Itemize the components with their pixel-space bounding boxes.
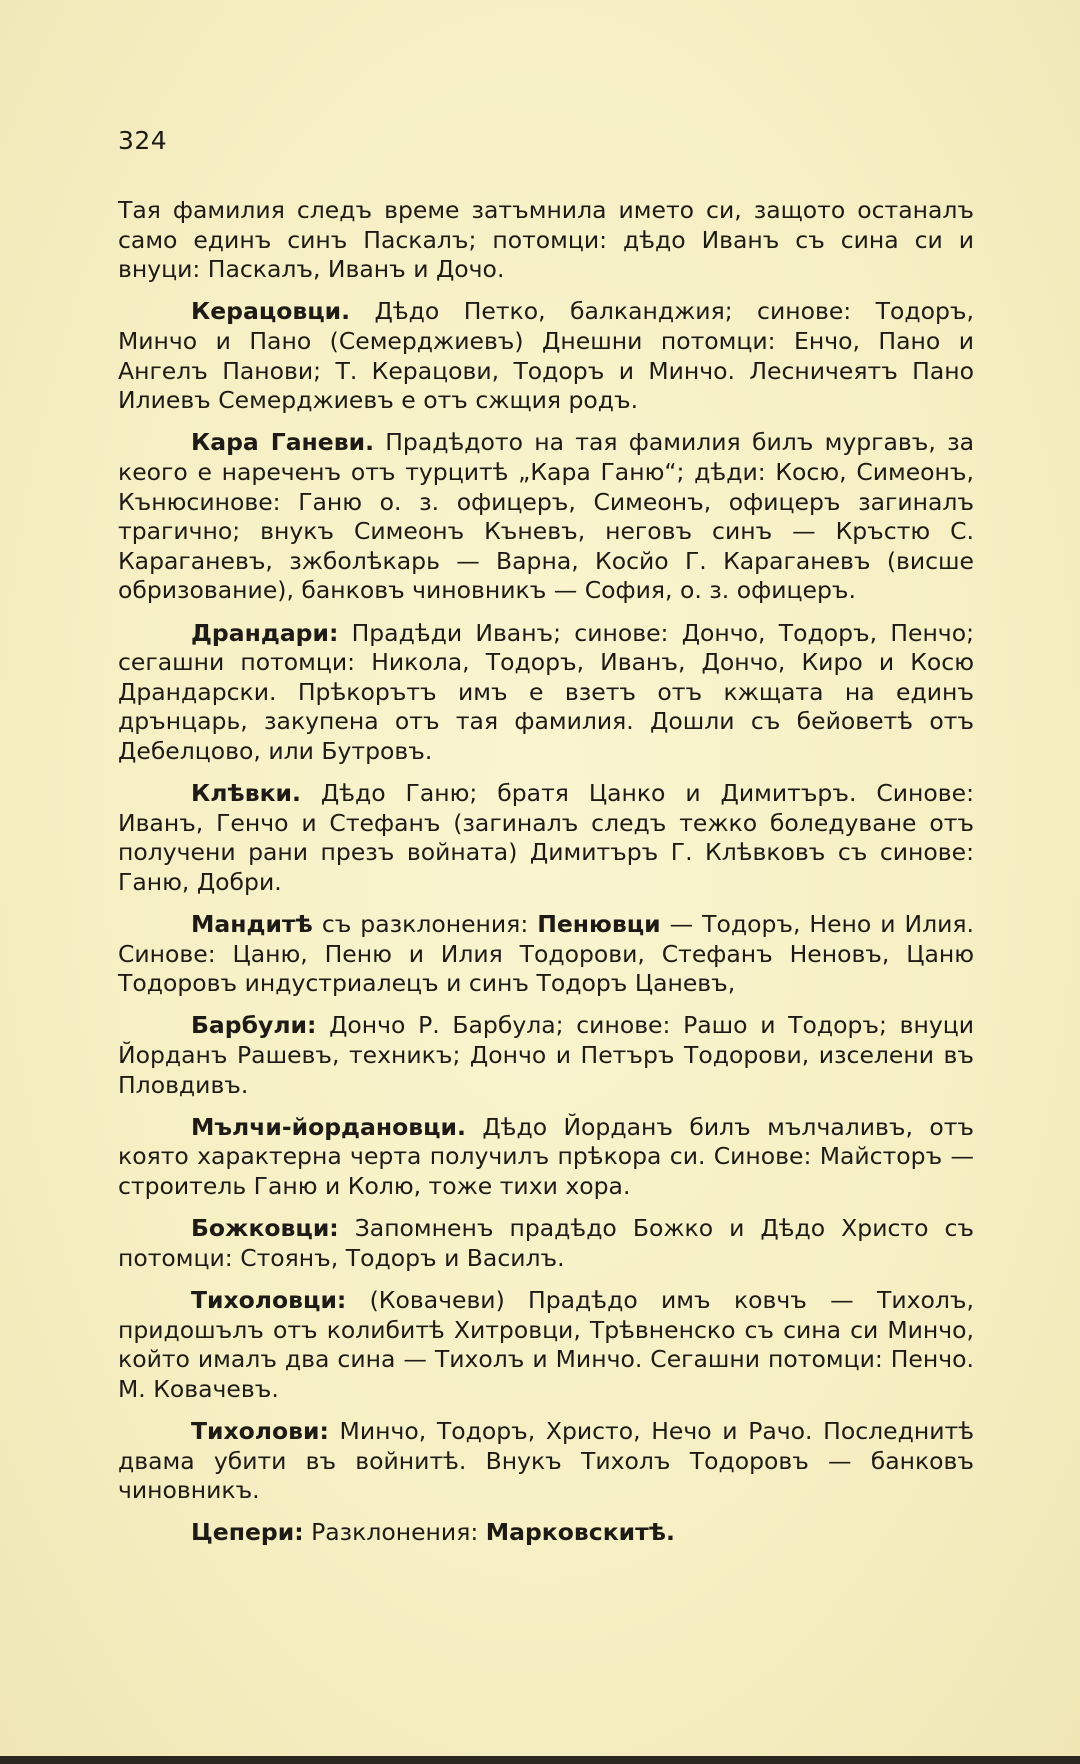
paragraph-text: Дѣдо Йорданъ билъ мълчаливъ, отъ която характерна черта получилъ прѣкора си. Синове: Майсторъ — строитель Ганю и Колю, тоже тихи хора.: [118, 1112, 974, 1200]
paragraph-text: Дѣдо Петко, балканджия; синове: Тодоръ, Минчо и Пано (Семерджиевъ) Днешни потомци: Енчо, Пано и Ангелъ Панови; Т. Керацови, Тодоръ и Минчо. Лесничеятъ Пано Илиевъ Семерджиевъ е отъ сжщия родъ.: [118, 297, 974, 415]
family-heading: Цепери:: [191, 1518, 304, 1547]
paragraph-text: Прадѣдото на тая фамилия билъ мургавъ, за кеого е нареченъ отъ турцитѣ „Кара Ганю“; дѣди: Косю, Симеонъ, Кънюсинове: Ганю о. з. офицеръ, Симеонъ, офицеръ загиналъ трагично; внукъ Симеонъ Къневъ, неговъ синъ — Кръстю С. Караганевъ, зжболѣкарь — Варна, Косйо Г. Караганевъ (висше обризование), банковъ чиновникъ — София, о. з. офицеръ.: [118, 428, 974, 605]
page-number: 324: [118, 126, 168, 155]
paragraph-klevki: [118, 779, 974, 897]
family-heading: Керацовци.: [191, 297, 351, 326]
paragraph-tiholovtsi: [118, 1286, 974, 1404]
paragraph-text-continued: — Тодоръ, Нено и Илия. Синове: Цаню, Пеню и Илия Тодорови, Стефанъ Неновъ, Цаню Тодоровъ индустриалецъ и синъ Тодоръ Цаневъ,: [118, 910, 974, 998]
paragraph-malchi-yordanovtsi: [118, 1113, 974, 1202]
paragraph-tiholovi: [118, 1417, 974, 1506]
paragraph-text: Дончо Р. Барбула; синове: Рашо и Тодоръ; внуци Йорданъ Рашевъ, техникъ; Дончо и Петъръ Тодорови, изселени въ Пловдивъ.: [118, 1011, 974, 1099]
family-heading: Тихолови:: [191, 1416, 329, 1445]
family-heading: Тихоловци:: [191, 1285, 347, 1314]
paragraph-text: съ разклонения:: [312, 910, 538, 939]
page-bottom-edge: [0, 1756, 1080, 1764]
page-text: [118, 196, 974, 1560]
paragraph-bozhkovtsi: [118, 1214, 974, 1273]
paragraph-text: Разклонения:: [303, 1518, 486, 1547]
family-heading: Божковци:: [191, 1214, 339, 1243]
family-subheading: Марковскитѣ.: [485, 1518, 675, 1547]
paragraph-keratsovtsi: [118, 297, 974, 415]
family-heading: Клѣвки.: [191, 779, 301, 808]
paragraph-kara-ganevi: [118, 428, 974, 606]
paragraph-barbuli: [118, 1011, 974, 1100]
paragraph-intro: [118, 196, 974, 285]
paragraph-text: (Ковачеви) Прадѣдо имъ ковчъ — Тихолъ, придошълъ отъ колибитѣ Хитровци, Трѣвненско съ сина си Минчо, който ималъ два сина — Тихолъ и Минчо. Сегашни потомци: Пенчо. М. Ковачевъ.: [118, 1285, 974, 1403]
paragraph-text: Запомненъ прадѣдо Божко и Дѣдо Христо съ потомци: Стоянъ, Тодоръ и Василъ.: [118, 1214, 974, 1272]
family-heading: Барбули:: [191, 1011, 317, 1040]
paragraph-manditе: [118, 910, 974, 999]
paragraph-text: Прадѣди Иванъ; синове: Дончо, Тодоръ, Пенчо; сегашни потомци: Никола, Тодоръ, Иванъ, Дончо, Киро и Косю Драндарски. Прѣкорътъ имъ е взетъ отъ кжщата на единъ дрънцарь, закупена отъ тая фамилия. Дошли съ бейоветѣ отъ Дебелцово, или Бутровъ.: [118, 618, 974, 765]
family-heading: Мълчи-йордановци.: [191, 1112, 466, 1141]
paragraph-tseperi: [118, 1518, 974, 1548]
paragraph-text: Дѣдо Ганю; братя Цанко и Димитъръ. Синове: Иванъ, Генчо и Стефанъ (загиналъ следъ тежко боледуване отъ получени рани презъ войната) Димитъръ Г. Клѣвковъ съ синове: Ганю, Добри.: [118, 779, 974, 896]
paragraph-text: Минчо, Тодоръ, Христо, Нечо и Рачо. Последнитѣ двама убити въ войнитѣ. Внукъ Тихолъ Тодоровъ — банковъ чиновникъ.: [118, 1416, 974, 1505]
family-subheading: Пенювци: [537, 910, 661, 939]
family-heading: Драндари:: [191, 618, 339, 647]
paragraph-drandari: [118, 619, 974, 767]
paragraph-text: Тая фамилия следъ време затъмнила името си, защото останалъ само единъ синъ Паскалъ; потомци: дѣдо Иванъ съ сина си и внуци: Паскалъ, Иванъ и Дочо.: [118, 196, 974, 284]
family-heading: Мандитѣ: [191, 910, 313, 939]
family-heading: Кара Ганеви.: [191, 428, 374, 457]
